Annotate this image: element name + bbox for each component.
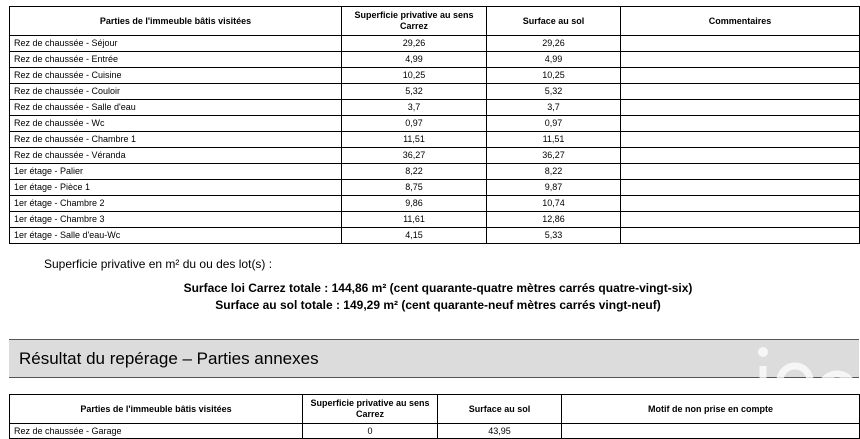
cell-carrez: 8,75 <box>342 180 487 196</box>
cell-comment <box>621 148 860 164</box>
cell-part: 1er étage - Palier <box>10 164 342 180</box>
cell-comment <box>621 52 860 68</box>
header-parties: Parties de l'immeuble bâtis visitées <box>10 395 303 424</box>
cell-motif <box>562 424 860 439</box>
table-row <box>10 132 860 148</box>
table-row <box>10 148 860 164</box>
cell-carrez: 10,25 <box>342 68 487 84</box>
table-row <box>10 52 860 68</box>
cell-sol: 10,74 <box>487 196 621 212</box>
cell-carrez: 11,61 <box>342 212 487 228</box>
cell-sol: 12,86 <box>487 212 621 228</box>
summary-intro: Superficie privative en m² du ou des lot(s) : <box>44 257 273 271</box>
cell-carrez: 4,15 <box>342 228 487 244</box>
header-parties: Parties de l'immeuble bâtis visitées <box>10 7 342 36</box>
cell-part: 1er étage - Pièce 1 <box>10 180 342 196</box>
table-row <box>10 180 860 196</box>
cell-comment <box>621 132 860 148</box>
table-header-row <box>10 7 860 36</box>
cell-sol: 5,32 <box>487 84 621 100</box>
table-row <box>10 212 860 228</box>
cell-sol: 10,25 <box>487 68 621 84</box>
cell-comment <box>621 180 860 196</box>
cell-carrez: 0,97 <box>342 116 487 132</box>
cell-comment <box>621 228 860 244</box>
section-title: Résultat du repérage – Parties annexes <box>19 349 319 368</box>
cell-carrez: 11,51 <box>342 132 487 148</box>
cell-carrez: 4,99 <box>342 52 487 68</box>
cell-part: Rez de chaussée - Salle d'eau <box>10 100 342 116</box>
cell-sol: 36,27 <box>487 148 621 164</box>
cell-comment <box>621 68 860 84</box>
cell-part: 1er étage - Chambre 3 <box>10 212 342 228</box>
cell-part: Rez de chaussée - Couloir <box>10 84 342 100</box>
header-sol: Surface au sol <box>438 395 562 424</box>
cell-carrez: 8,22 <box>342 164 487 180</box>
cell-sol: 4,99 <box>487 52 621 68</box>
table-header-row <box>10 395 860 424</box>
cell-sol: 8,22 <box>487 164 621 180</box>
table-row <box>10 196 860 212</box>
header-sol: Surface au sol <box>487 7 621 36</box>
table-row <box>10 100 860 116</box>
cell-part: Rez de chaussée - Entrée <box>10 52 342 68</box>
annexes-table <box>9 394 860 439</box>
cell-sol: 29,26 <box>487 36 621 52</box>
cell-carrez: 9,86 <box>342 196 487 212</box>
table-row <box>10 36 860 52</box>
table-row <box>10 164 860 180</box>
cell-comment <box>621 84 860 100</box>
cell-sol: 43,95 <box>438 424 562 439</box>
table-row <box>10 84 860 100</box>
cell-part: Rez de chaussée - Chambre 1 <box>10 132 342 148</box>
cell-part: 1er étage - Chambre 2 <box>10 196 342 212</box>
cell-part: Rez de chaussée - Wc <box>10 116 342 132</box>
cell-sol: 0,97 <box>487 116 621 132</box>
table-row <box>10 116 860 132</box>
header-motif: Motif de non prise en compte <box>562 395 860 424</box>
cell-carrez: 3,7 <box>342 100 487 116</box>
cell-carrez: 29,26 <box>342 36 487 52</box>
cell-part: Rez de chaussée - Garage <box>10 424 303 439</box>
table-row <box>10 228 860 244</box>
header-carrez: Superficie privative au sens Carrez <box>303 395 438 424</box>
table-row <box>10 68 860 84</box>
header-carrez: Superficie privative au sens Carrez <box>342 7 487 36</box>
cell-comment <box>621 116 860 132</box>
cell-part: Rez de chaussée - Véranda <box>10 148 342 164</box>
cell-carrez: 5,32 <box>342 84 487 100</box>
cell-part: Rez de chaussée - Cuisine <box>10 68 342 84</box>
cell-carrez: 36,27 <box>342 148 487 164</box>
section-header-annexes <box>9 339 859 378</box>
surfaces-table <box>9 6 860 244</box>
header-commentaires: Commentaires <box>621 7 860 36</box>
cell-part: Rez de chaussée - Séjour <box>10 36 342 52</box>
cell-sol: 5,33 <box>487 228 621 244</box>
cell-comment <box>621 100 860 116</box>
table-row <box>10 424 860 439</box>
cell-comment <box>621 196 860 212</box>
cell-comment <box>621 212 860 228</box>
cell-comment <box>621 36 860 52</box>
cell-comment <box>621 164 860 180</box>
cell-sol: 9,87 <box>487 180 621 196</box>
cell-sol: 3,7 <box>487 100 621 116</box>
cell-sol: 11,51 <box>487 132 621 148</box>
cell-carrez: 0 <box>303 424 438 439</box>
total-carrez: Surface loi Carrez totale : 144,86 m² (cent quarante-quatre mètres carrés quatre-vingt-six) <box>183 281 693 295</box>
total-sol: Surface au sol totale : 149,29 m² (cent quarante-neuf mètres carrés vingt-neuf) <box>215 298 661 312</box>
cell-part: 1er étage - Salle d'eau-Wc <box>10 228 342 244</box>
